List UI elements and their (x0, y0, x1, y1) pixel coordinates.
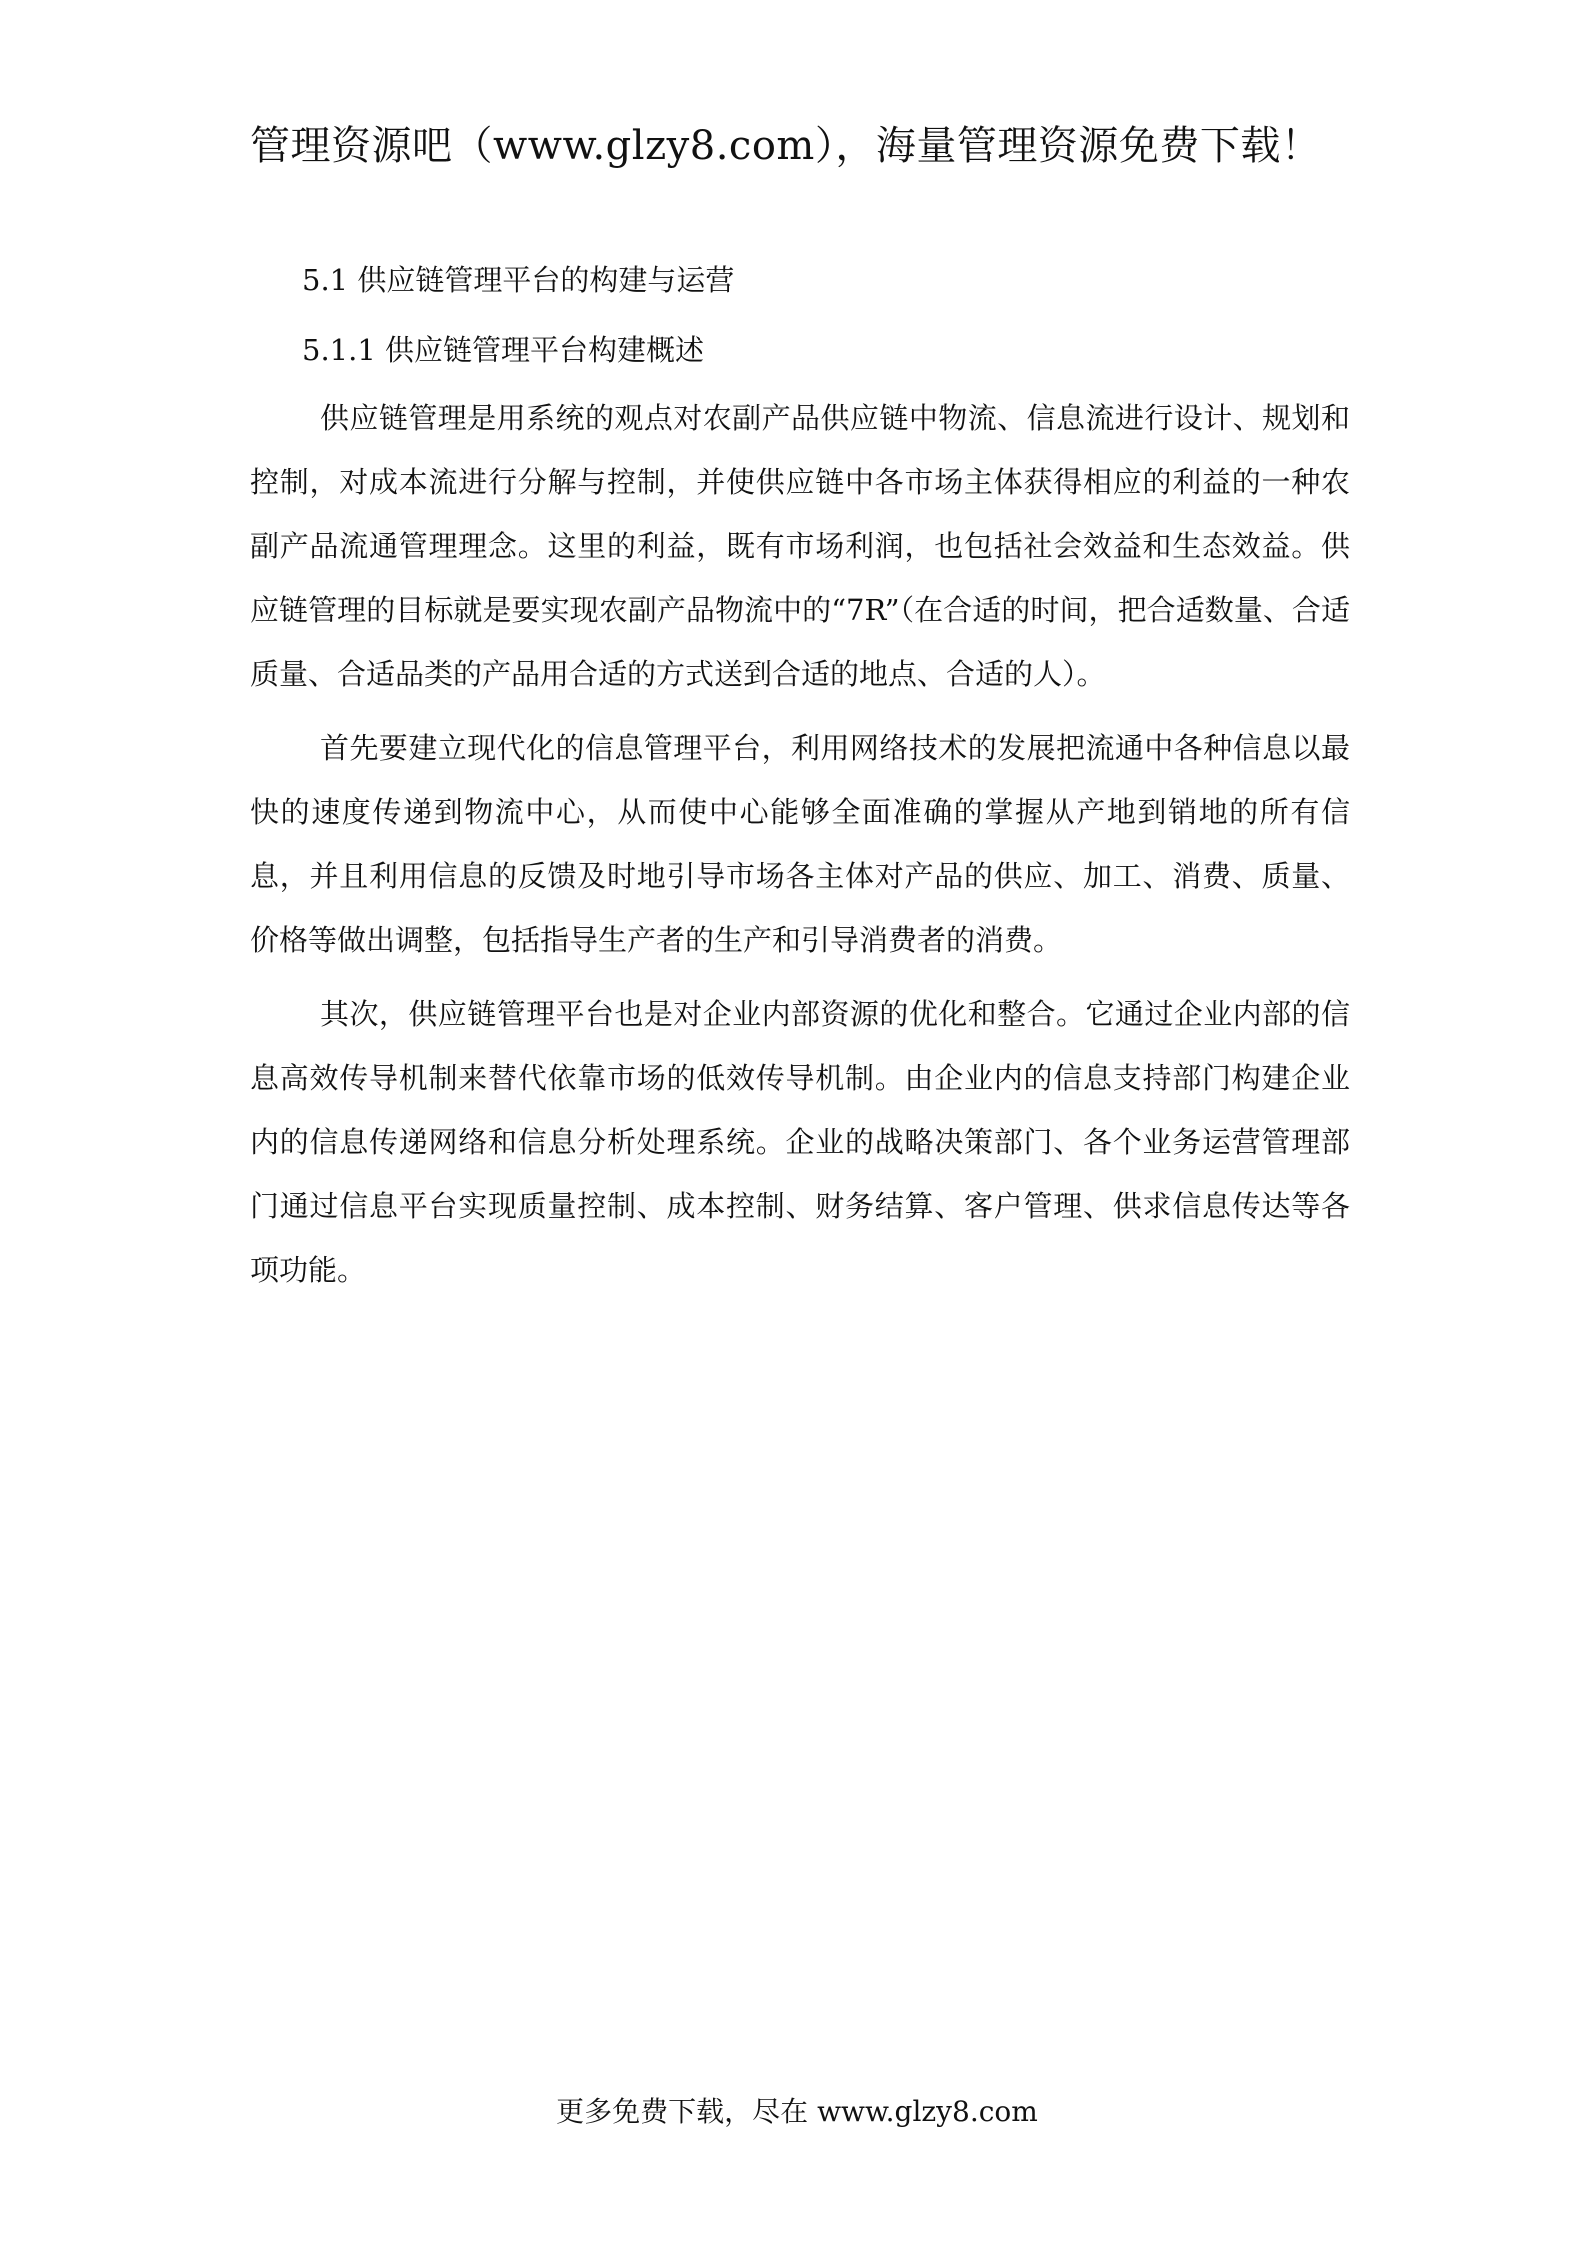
section-heading: 5.1 供应链管理平台的构建与运营 (302, 263, 735, 297)
paragraph-2: 首先要建立现代化的信息管理平台，利用网络技术的发展把流通中各种信息以最快的速度传递到物流中心，从而使中心能够全面准确的掌握从产地到销地的所有信息，并且利用信息的反馈及时地引导市场各主体对产品的供应、加工、消费、质量、价格等做出调整，包括指导生产者的生产和引导消费者的消费。 (250, 731, 1350, 957)
paragraph-3: 其次，供应链管理平台也是对企业内部资源的优化和整合。它通过企业内部的信息高效传导机制来替代依靠市场的低效传导机制。由企业内的信息支持部门构建企业内的信息传递网络和信息分析处理系统。企业的战略决策部门、各个业务运营管理部门通过信息平台实现质量控制、成本控制、财务结算、客户管理、供求信息传达等各项功能。 (250, 997, 1350, 1287)
site-banner: 管理资源吧（www.glzy8.com），海量管理资源免费下载！ (250, 123, 1322, 169)
document-body (250, 258, 1350, 1312)
page-footer: 更多免费下载，尽在 www.glzy8.com (556, 2095, 1038, 2128)
subsection-heading: 5.1.1 供应链管理平台构建概述 (302, 333, 705, 367)
paragraph-1: 供应链管理是用系统的观点对农副产品供应链中物流、信息流进行设计、规划和控制，对成本流进行分解与控制，并使供应链中各市场主体获得相应的利益的一种农副产品流通管理理念。这里的利益，既有市场利润，也包括社会效益和生态效益。供应链管理的目标就是要实现农副产品物流中的“7R”（在合适的时间，把合适数量、合适质量、合适品类的产品用合适的方式送到合适的地点、合适的人）。 (250, 401, 1350, 691)
